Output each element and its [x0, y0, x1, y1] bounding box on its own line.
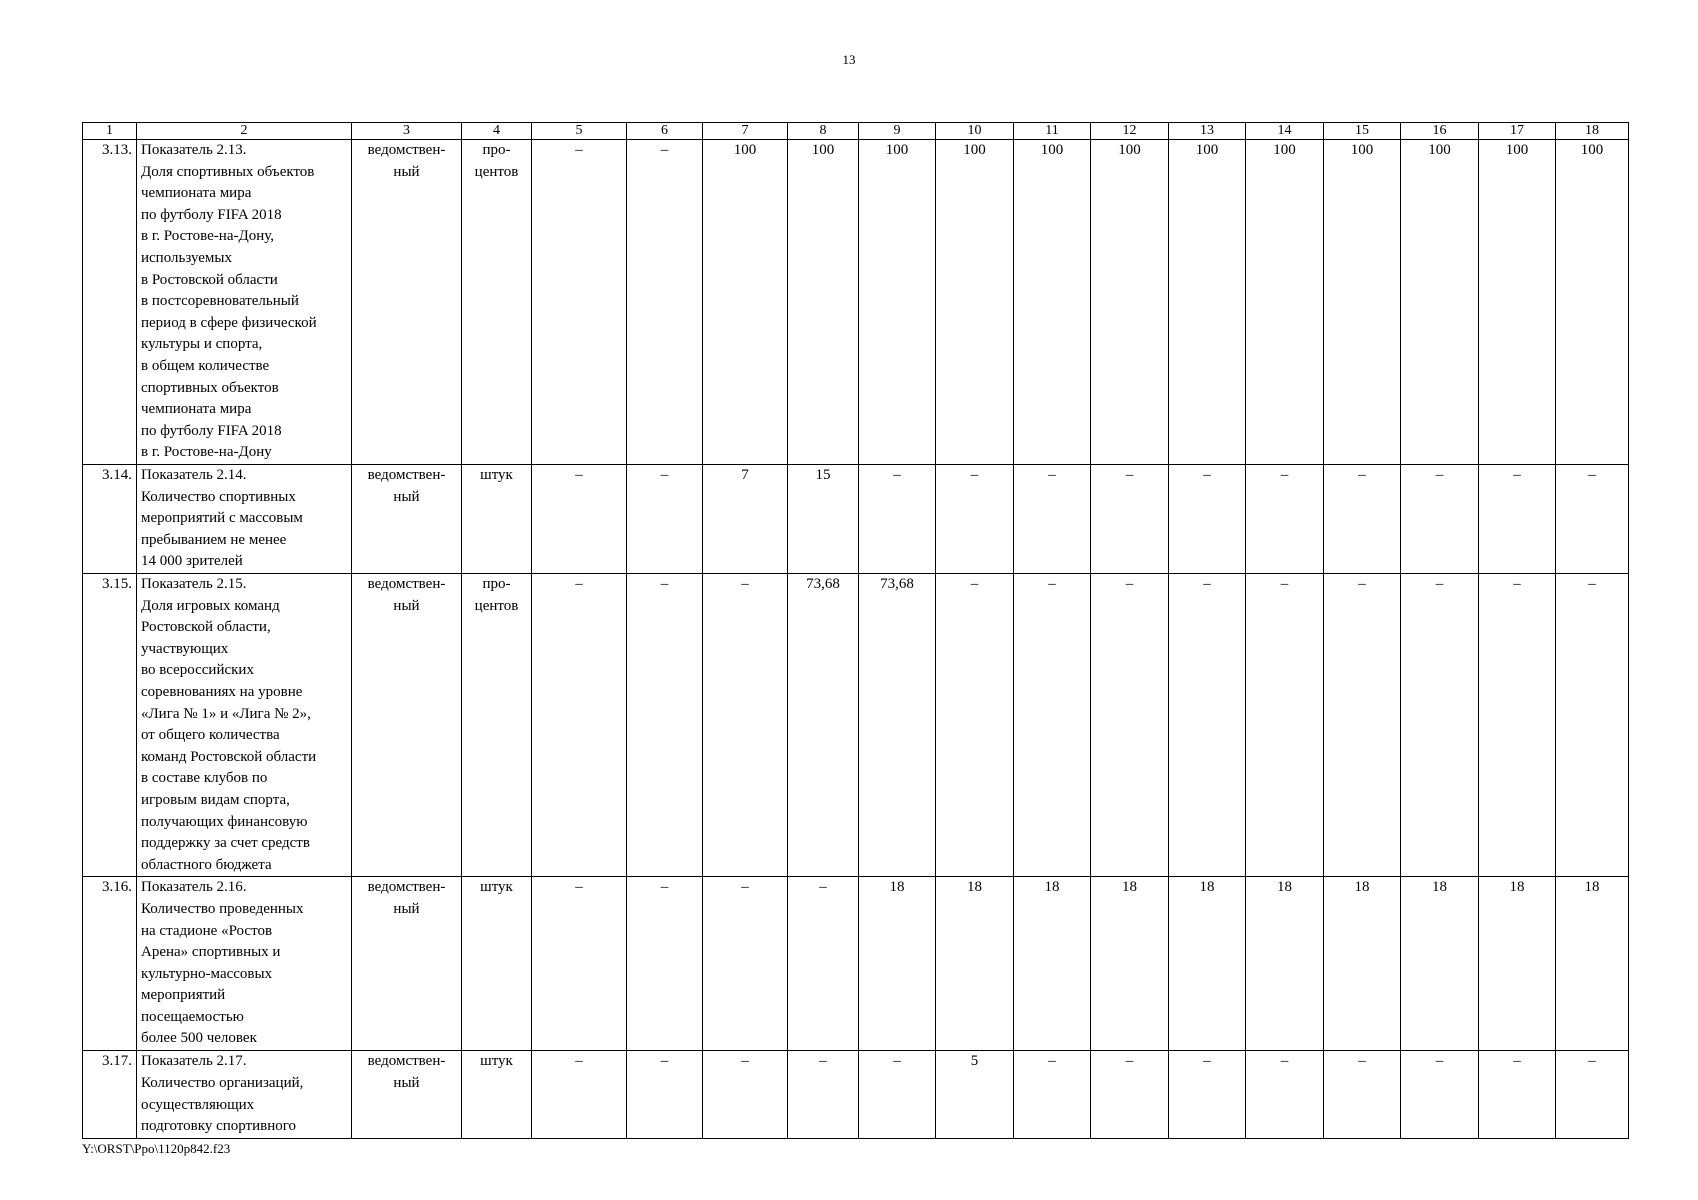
- indicator-name-line: в г. Ростове-на-Дону: [141, 444, 272, 461]
- indicator-name-line: Показатель 2.16.: [141, 879, 247, 896]
- column-number-header: 8: [788, 123, 859, 140]
- value-cell: 100: [1401, 140, 1479, 465]
- value-cell: 100: [1324, 140, 1401, 465]
- value-cell: –: [1479, 1051, 1556, 1138]
- indicator-name-line: в составе клубов по: [141, 770, 268, 787]
- value-cell: –: [1091, 465, 1169, 574]
- indicator-name-line: Количество проведенных: [141, 900, 304, 917]
- value-cell: –: [1324, 574, 1401, 877]
- value-cell: –: [1091, 1051, 1169, 1138]
- indicator-type-line: ведомствен-: [367, 576, 446, 592]
- value-cell: 7: [703, 465, 788, 574]
- indicator-name-line: более 500 человек: [141, 1030, 257, 1047]
- unit-cell: [462, 140, 532, 465]
- value-cell: –: [532, 465, 627, 574]
- indicator-type-line: ный: [393, 163, 420, 180]
- unit-cell: [462, 574, 532, 877]
- value-cell: –: [532, 1051, 627, 1138]
- column-number-header: 1: [83, 123, 137, 140]
- indicator-name-line: участвующих: [141, 640, 229, 657]
- indicator-name-line: Показатель 2.13.: [141, 142, 247, 158]
- unit-line: штук: [480, 879, 513, 896]
- value-cell: –: [1246, 574, 1324, 877]
- indicator-name-line: получающих финансовую: [141, 813, 308, 830]
- column-number-header: 16: [1401, 123, 1479, 140]
- indicator-name-line: от общего количества: [141, 727, 280, 744]
- indicator-name-line: Показатель 2.17.: [141, 1053, 247, 1070]
- column-number-header: 4: [462, 123, 532, 140]
- indicator-type-line: ведомствен-: [367, 142, 446, 158]
- value-cell: –: [1091, 574, 1169, 877]
- value-cell: –: [703, 877, 788, 1051]
- value-cell: –: [936, 465, 1014, 574]
- unit-line: центов: [474, 597, 519, 614]
- column-number-header: 5: [532, 123, 627, 140]
- column-number-header: 3: [352, 123, 462, 140]
- indicator-name-line: Ростовской области,: [141, 619, 271, 636]
- value-cell: 100: [1014, 140, 1091, 465]
- row-number-cell: 3.15.: [83, 574, 137, 877]
- value-cell: 18: [1479, 877, 1556, 1051]
- unit-cell: [462, 1051, 532, 1138]
- indicator-name-cell: [137, 1051, 352, 1138]
- row-number-cell: 3.16.: [83, 877, 137, 1051]
- column-number-header: 6: [627, 123, 703, 140]
- value-cell: –: [788, 1051, 859, 1138]
- indicator-name-line: мероприятий с массовым: [141, 510, 303, 527]
- indicator-name-line: культурно-массовых: [141, 965, 273, 982]
- value-cell: –: [859, 465, 936, 574]
- value-cell: –: [1169, 1051, 1246, 1138]
- value-cell: –: [1324, 465, 1401, 574]
- value-cell: –: [1324, 1051, 1401, 1138]
- value-cell: –: [1401, 574, 1479, 877]
- value-cell: 100: [1246, 140, 1324, 465]
- value-cell: –: [859, 1051, 936, 1138]
- value-cell: 100: [788, 140, 859, 465]
- value-cell: –: [1401, 1051, 1479, 1138]
- indicator-name-line: во всероссийских: [141, 662, 254, 679]
- column-number-header: 2: [137, 123, 352, 140]
- indicator-name-line: поддержку за счет средств: [141, 835, 310, 852]
- value-cell: –: [1014, 1051, 1091, 1138]
- indicator-name-line: осуществляющих: [141, 1096, 255, 1113]
- indicator-name-line: в общем количестве: [141, 357, 270, 374]
- column-number-header: 13: [1169, 123, 1246, 140]
- value-cell: –: [936, 574, 1014, 877]
- indicator-name-line: 14 000 зрителей: [141, 553, 243, 570]
- indicator-type-line: ведомствен-: [367, 467, 446, 483]
- indicator-type-line: ведомствен-: [367, 1053, 446, 1070]
- column-number-header: 17: [1479, 123, 1556, 140]
- column-number-header: 14: [1246, 123, 1324, 140]
- value-cell: 18: [1169, 877, 1246, 1051]
- value-cell: –: [627, 1051, 703, 1138]
- indicator-type-line: ный: [393, 1074, 420, 1091]
- column-number-header: 15: [1324, 123, 1401, 140]
- value-cell: 18: [859, 877, 936, 1051]
- indicator-name-line: чемпионата мира: [141, 401, 252, 418]
- column-number-header: 11: [1014, 123, 1091, 140]
- indicator-name-line: спортивных объектов: [141, 379, 279, 396]
- indicator-type-cell: [352, 574, 462, 877]
- value-cell: –: [1401, 465, 1479, 574]
- indicator-name-line: по футболу FIFA 2018: [141, 206, 282, 223]
- column-number-header: 12: [1091, 123, 1169, 140]
- file-path-footer: Y:\ORST\Ppo\1120p842.f23: [82, 1141, 231, 1156]
- indicator-name-line: Количество организаций,: [141, 1074, 304, 1091]
- value-cell: –: [1556, 1051, 1629, 1138]
- value-cell: 18: [1556, 877, 1629, 1051]
- indicator-name-line: Показатель 2.15.: [141, 576, 247, 592]
- indicator-name-line: мероприятий: [141, 987, 226, 1004]
- value-cell: –: [703, 574, 788, 877]
- indicator-name-line: Доля игровых команд: [141, 597, 280, 614]
- value-cell: 18: [1401, 877, 1479, 1051]
- indicator-name-line: на стадионе «Ростов: [141, 922, 273, 939]
- table-row: [83, 465, 1629, 574]
- unit-line: про-: [482, 576, 511, 592]
- indicator-name-line: областного бюджета: [141, 856, 272, 873]
- value-cell: –: [627, 140, 703, 465]
- value-cell: –: [1479, 465, 1556, 574]
- indicator-name-line: Доля спортивных объектов: [141, 163, 315, 180]
- value-cell: 15: [788, 465, 859, 574]
- column-number-header: 9: [859, 123, 936, 140]
- value-cell: –: [532, 574, 627, 877]
- indicator-name-line: соревнованиях на уровне: [141, 683, 303, 700]
- indicator-name-line: «Лига № 1» и «Лига № 2»,: [141, 705, 311, 722]
- value-cell: 100: [1556, 140, 1629, 465]
- value-cell: –: [627, 574, 703, 877]
- indicator-type-line: ный: [393, 900, 420, 917]
- table-row: [83, 140, 1629, 465]
- indicator-type-line: ведомствен-: [367, 879, 446, 896]
- table-header-row: [83, 123, 1629, 140]
- value-cell: –: [627, 877, 703, 1051]
- value-cell: –: [1246, 1051, 1324, 1138]
- value-cell: –: [1014, 574, 1091, 877]
- indicator-name-line: пребыванием не менее: [141, 531, 287, 548]
- value-cell: 100: [1091, 140, 1169, 465]
- value-cell: –: [1556, 574, 1629, 877]
- value-cell: 100: [1479, 140, 1556, 465]
- value-cell: 100: [703, 140, 788, 465]
- indicator-name-line: игровым видам спорта,: [141, 791, 290, 808]
- row-number-cell: 3.13.: [83, 140, 137, 465]
- indicator-name-line: посещаемостью: [141, 1008, 244, 1025]
- indicator-name-line: чемпионата мира: [141, 185, 252, 202]
- value-cell: 100: [859, 140, 936, 465]
- column-number-header: 18: [1556, 123, 1629, 140]
- indicator-name-line: используемых: [141, 249, 232, 266]
- indicators-table: [82, 122, 1629, 1139]
- value-cell: 100: [936, 140, 1014, 465]
- indicator-name-line: Арена» спортивных и: [141, 944, 281, 961]
- row-number-cell: 3.14.: [83, 465, 137, 574]
- value-cell: –: [788, 877, 859, 1051]
- indicator-name-line: по футболу FIFA 2018: [141, 422, 282, 439]
- value-cell: –: [1014, 465, 1091, 574]
- value-cell: 73,68: [788, 574, 859, 877]
- column-number-header: 7: [703, 123, 788, 140]
- indicator-name-line: в постсоревновательный: [141, 293, 299, 310]
- indicator-name-line: подготовку спортивного: [141, 1118, 297, 1135]
- value-cell: 18: [1246, 877, 1324, 1051]
- unit-cell: [462, 877, 532, 1051]
- unit-cell: [462, 465, 532, 574]
- unit-line: про-: [482, 142, 511, 158]
- indicator-name-line: культуры и спорта,: [141, 336, 263, 353]
- unit-line: центов: [474, 163, 519, 180]
- column-number-header: 10: [936, 123, 1014, 140]
- value-cell: 73,68: [859, 574, 936, 877]
- indicator-type-line: ный: [393, 488, 420, 505]
- unit-line: штук: [480, 1053, 513, 1070]
- indicator-type-cell: [352, 140, 462, 465]
- value-cell: –: [703, 1051, 788, 1138]
- indicator-type-cell: [352, 465, 462, 574]
- table-row: [83, 877, 1629, 1051]
- value-cell: –: [627, 465, 703, 574]
- value-cell: 18: [936, 877, 1014, 1051]
- indicator-type-line: ный: [393, 597, 420, 614]
- indicator-name-line: команд Ростовской области: [141, 748, 317, 765]
- indicator-name-line: Показатель 2.14.: [141, 467, 247, 483]
- indicator-name-line: период в сфере физической: [141, 314, 317, 331]
- table-row: [83, 574, 1629, 877]
- indicator-name-cell: [137, 877, 352, 1051]
- value-cell: 100: [1169, 140, 1246, 465]
- page-number: 13: [842, 52, 856, 67]
- value-cell: –: [532, 140, 627, 465]
- value-cell: –: [1479, 574, 1556, 877]
- indicator-name-line: в г. Ростове-на-Дону,: [141, 228, 274, 245]
- value-cell: 18: [1091, 877, 1169, 1051]
- value-cell: 18: [1014, 877, 1091, 1051]
- unit-line: штук: [480, 467, 513, 483]
- indicator-type-cell: [352, 1051, 462, 1138]
- value-cell: –: [1169, 465, 1246, 574]
- indicator-type-cell: [352, 877, 462, 1051]
- indicator-name-cell: [137, 465, 352, 574]
- indicator-name-cell: [137, 574, 352, 877]
- value-cell: –: [532, 877, 627, 1051]
- indicator-name-line: в Ростовской области: [141, 271, 278, 288]
- table-row: [83, 1051, 1629, 1138]
- value-cell: 18: [1324, 877, 1401, 1051]
- value-cell: 5: [936, 1051, 1014, 1138]
- value-cell: –: [1169, 574, 1246, 877]
- row-number-cell: 3.17.: [83, 1051, 137, 1138]
- indicator-name-line: Количество спортивных: [141, 488, 296, 505]
- value-cell: –: [1556, 465, 1629, 574]
- indicator-name-cell: [137, 140, 352, 465]
- value-cell: –: [1246, 465, 1324, 574]
